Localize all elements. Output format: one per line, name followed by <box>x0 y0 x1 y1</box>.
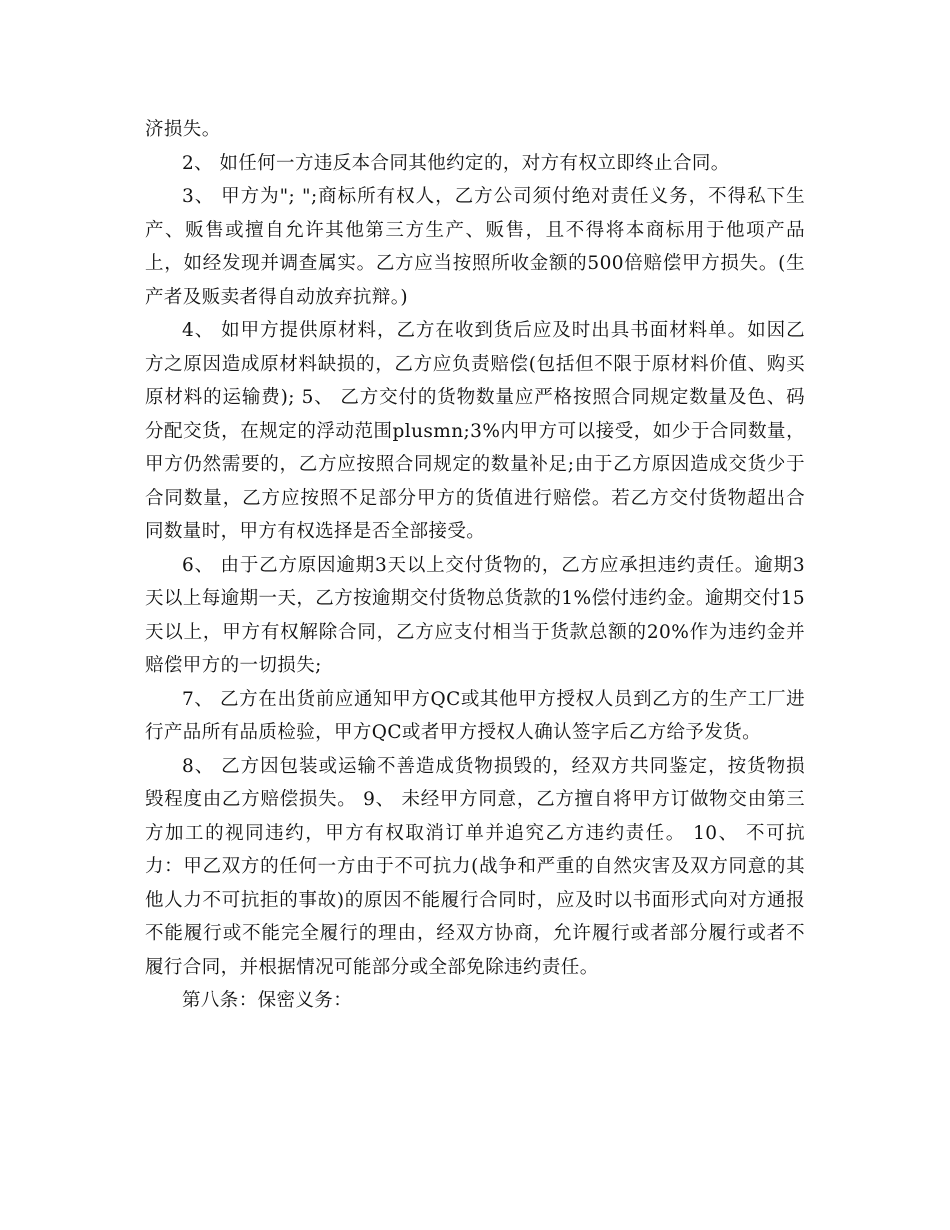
paragraph-clause-8-10: 8、 乙方因包装或运输不善造成货物损毁的，经双方共同鉴定，按货物损毁程度由乙方赔偿损失。 9、 未经甲方同意，乙方擅自将甲方订做物交由第三方加工的视同违约，甲方有权取消订单并追究乙方违约责任。 10、 不可抗力：甲乙双方的任何一方由于不可抗力(战争和严重的自然灾害及双方同意的其他人力不可抗拒的事故)的原因不能履行合同时，应及时以书面形式向对方通报不能履行或不能完全履行的理由，经双方协商，允许履行或者部分履行或者不履行合同，并根据情况可能部分或全部免除违约责任。 <box>145 755 805 978</box>
paragraph-clause-2: 2、 如任何一方违反本合同其他约定的，对方有权立即终止合同。 <box>182 152 730 174</box>
paragraph-continuation: 济损失。 <box>145 119 221 140</box>
paragraph-clause-6: 6、 由于乙方原因逾期3天以上交付货物的，乙方应承担违约责任。逾期3天以上每逾期一天，乙方按逾期交付货物总货款的1%偿付违约金。逾期交付15天以上，甲方有权解除合同，乙方应支付相当于货款总额的20%作为违约金并赔偿甲方的一切损失; <box>145 554 805 676</box>
paragraph-clause-3: 3、 甲方为"; ";商标所有权人，乙方公司须付绝对责任义务，不得私下生产、贩售或擅自允许其他第三方生产、贩售，且不得将本商标用于他项产品上，如经发现并调查属实。乙方应当按照所收金额的500倍赔偿甲方损失。(生产者及贩卖者得自动放弃抗辩。) <box>145 186 805 308</box>
document-body <box>145 113 805 1018</box>
section-heading-article-8: 第八条：保密义务： <box>182 990 353 1011</box>
paragraph-clause-7: 7、 乙方在出货前应通知甲方QC或其他甲方授权人员到乙方的生产工厂进行产品所有品质检验，甲方QC或者甲方授权人确认签字后乙方给予发货。 <box>145 688 805 743</box>
paragraph-clause-4-5: 4、 如甲方提供原材料，乙方在收到货后应及时出具书面材料单。如因乙方之原因造成原材料缺损的，乙方应负责赔偿(包括但不限于原材料价值、购买原材料的运输费); 5、 乙方交付的货物数量应严格按照合同规定数量及色、码分配交货，在规定的浮动范围plusmn;3%内甲方可以接受，如少于合同数量，甲方仍然需要的，乙方应按照合同规定的数量补足;由于乙方原因造成交货少于合同数量，乙方应按照不足部分甲方的货值进行赔偿。若乙方交付货物超出合同数量时，甲方有权选择是否全部接受。 <box>145 320 805 542</box>
